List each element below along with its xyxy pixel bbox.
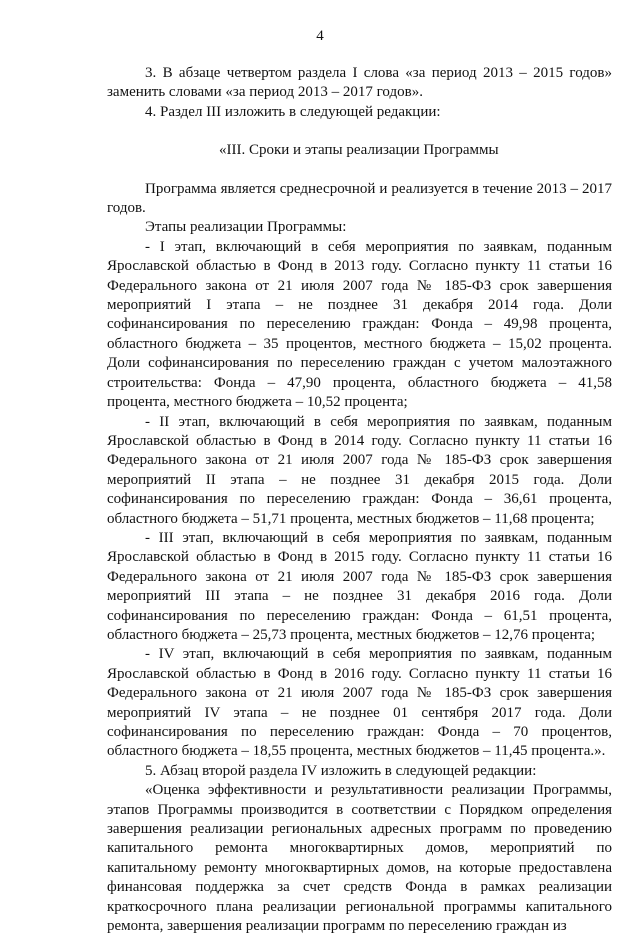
paragraph-amendment-3: 3. В абзаце четвертом раздела I слова «за период 2013 – 2015 годов» заменить словами «за период 2013 – 2017 годов». [107, 65, 612, 101]
paragraph-stages-intro: Этапы реализации Программы: [145, 219, 347, 236]
paragraph-stage-4: - IV этап, включающий в себя мероприятия по заявкам, поданным Ярославской областью в Фонд в 2016 году. Согласно пункту 11 статьи 16 Федерального закона от 21 июля 2007 года № 185-ФЗ срок завершения мероприятий IV этапа – не позднее 01 сентября 2017 года. Доли софинансирования по переселению граждан: Фонда – 70 процентов, областного бюджета – 18,55 процента, местных бюджетов – 11,45 процента.». [107, 646, 612, 760]
page-number: 4 [316, 28, 324, 44]
paragraph-stage-3: - III этап, включающий в себя мероприятия по заявкам, поданным Ярославской областью в Фонд в 2015 году. Согласно пункту 11 статьи 16 Федерального закона от 21 июля 2007 года № 185-ФЗ срок завершения мероприятий III этапа – не позднее 31 декабря 2016 года. Доли софинансирования по переселению граждан: Фонда – 61,51 процента, областного бюджета – 25,73 процента, местных бюджетов – 12,76 процента; [107, 529, 612, 643]
paragraph-evaluation: «Оценка эффективности и результативности реализации Программы, этапов Программы производится в соответствии с Порядком определения завершения реализации региональных адресных программ по проведению капитального ремонта многоквартирных домов, мероприятий по капитальному ремонту многоквартирных домов, на которые предоставлена финансовая поддержка за счет средств Фонда в рамках реализации краткосрочного плана реализации региональной программы капитального ремонта, завершения реализации программ по переселению граждан из [107, 782, 612, 935]
section-heading: «III. Сроки и этапы реализации Программы [219, 142, 499, 159]
paragraph-program-term: Программа является среднесрочной и реализуется в течение 2013 – 2017 годов. [107, 180, 612, 217]
document-body [107, 64, 612, 936]
paragraph-stage-1: - I этап, включающий в себя мероприятия по заявкам, поданным Ярославской областью в Фонд в 2013 году. Согласно пункту 11 статьи 16 Федерального закона от 21 июля 2007 года № 185-ФЗ срок завершения мероприятий I этапа – не позднее 31 декабря 2014 года. Доли софинансирования по переселению граждан: Фонда – 49,98 процента, областного бюджета – 35 процентов, местного бюджета – 15,02 процента. Доли софинансирования по переселению граждан с учетом малоэтажного строительства: Фонда – 47,90 процента, областного бюджета – 41,58 процента, местного бюджета – 10,52 процента; [107, 238, 612, 411]
paragraph-amendment-4: 4. Раздел III изложить в следующей редакции: [145, 103, 441, 120]
paragraph-stage-2: - II этап, включающий в себя мероприятия по заявкам, поданным Ярославской областью в Фонд в 2014 году. Согласно пункту 11 статьи 16 Федерального закона от 21 июля 2007 года № 185-ФЗ срок завершения мероприятий II этапа – не позднее 31 декабря 2015 года. Доли софинансирования по переселению граждан: Фонда – 36,61 процента, областного бюджета – 51,71 процента, местных бюджетов – 11,68 процента; [107, 413, 612, 527]
paragraph-amendment-5: 5. Абзац второй раздела IV изложить в следующей редакции: [145, 762, 537, 779]
